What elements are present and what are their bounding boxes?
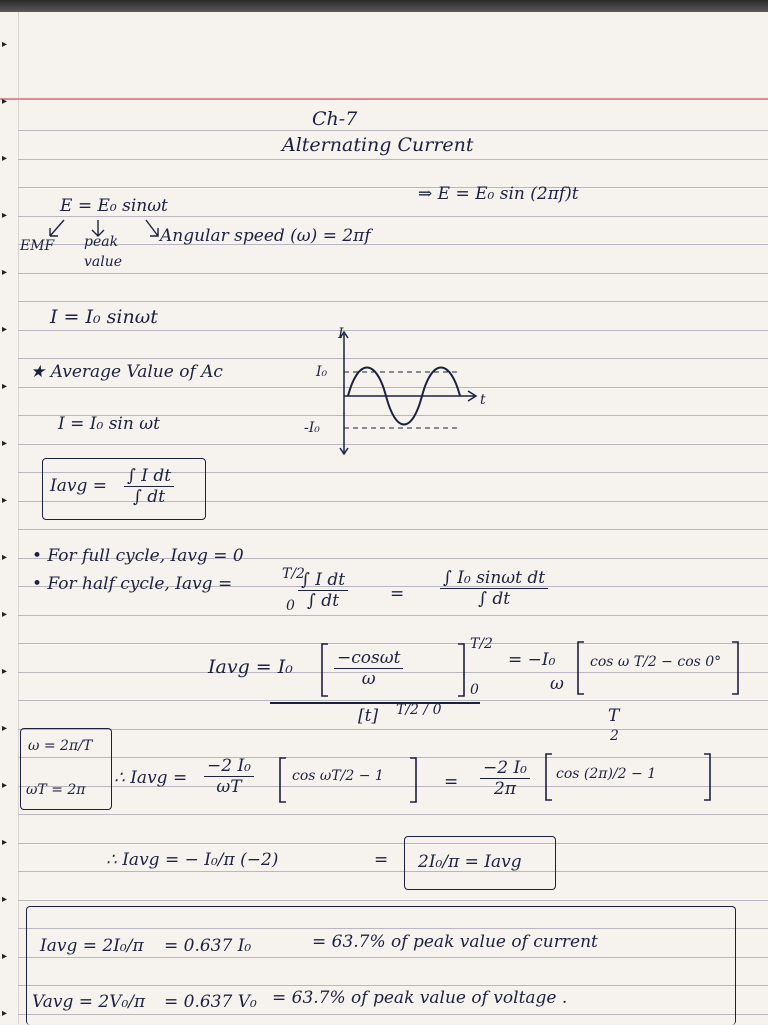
step1-lhs: Iavg = I₀: [208, 656, 293, 678]
half-cycle-rhs-numerator: ∫ I₀ sinωt dt: [440, 568, 548, 589]
iavg-lhs: Iavg =: [50, 476, 107, 496]
ruled-line: [18, 814, 768, 815]
half-limit-bottom: 0: [286, 598, 295, 614]
step1-under-2: 2: [610, 728, 619, 744]
summary-vavg-rhs: = 63.7% of peak value of voltage .: [272, 988, 568, 1008]
ruled-line: [18, 729, 768, 730]
step1-denominator-limits: T/2 / 0: [396, 702, 442, 718]
ruled-line: [18, 301, 768, 302]
binding-mark: ▸: [2, 210, 8, 221]
ruled-line: [18, 244, 768, 245]
graph-peak-label: I₀: [316, 364, 328, 380]
binding-mark: ▸: [2, 381, 8, 392]
binding-mark: ▸: [2, 438, 8, 449]
summary-iavg-lhs: Iavg = 2I₀/π: [40, 936, 144, 956]
full-cycle-line: • For full cycle, Iavg = 0: [32, 546, 244, 566]
binding-mark: ▸: [2, 780, 8, 791]
margin-line: [18, 12, 19, 1024]
ruled-line: [18, 700, 768, 701]
half-limit-top: T/2: [282, 566, 305, 582]
half-cycle-equals: =: [390, 584, 405, 604]
step3-boxed-result: 2I₀/π = Iavg: [418, 852, 522, 872]
step2-coef-num: −2 I₀: [204, 756, 254, 777]
ruled-line: [18, 900, 768, 901]
step2-coefficient: [204, 756, 254, 797]
binding-mark: ▸: [2, 96, 8, 107]
step2-rhs-bracket-text: cos (2π)/2 − 1: [556, 766, 657, 782]
summary-vavg-lhs: Vavg = 2V₀/π: [32, 992, 146, 1012]
step1-bracket-num: −cosωt: [334, 648, 403, 669]
half-cycle-rhs-denominator: ∫ dt: [478, 589, 511, 609]
half-cycle-line: • For half cycle, Iavg =: [32, 574, 233, 594]
step1-bracket-fraction: [334, 648, 403, 689]
ruled-line: [18, 615, 768, 616]
binding-mark: ▸: [2, 837, 8, 848]
binding-mark: ▸: [2, 552, 8, 563]
step2-rhs-den: 2π: [494, 779, 516, 799]
summary-vavg-mid: = 0.637 V₀: [164, 992, 257, 1012]
step2-equals: =: [444, 772, 459, 792]
iavg-denominator: ∫ dt: [133, 487, 166, 507]
binding-mark: ▸: [2, 666, 8, 677]
binding-mark: ▸: [2, 894, 8, 905]
step1-limit-lower: 0: [470, 682, 479, 698]
step1-rhs-denominator: ω: [550, 674, 564, 694]
half-cycle-fraction: [298, 570, 348, 611]
step2-bracket-text: cos ωT/2 − 1: [292, 768, 384, 784]
step2-rhs-num: −2 I₀: [480, 758, 530, 779]
ruled-line: [18, 273, 768, 274]
ruled-line: [18, 159, 768, 160]
summary-iavg-rhs: = 63.7% of peak value of current: [312, 932, 598, 952]
iavg-fraction: [124, 466, 174, 507]
page-title: Alternating Current: [282, 134, 474, 156]
angular-speed: Angular speed (ω) = 2πf: [160, 226, 371, 246]
omega-relation: ω = 2π/T: [28, 738, 93, 754]
step2-therefore: ∴ Iavg =: [114, 768, 188, 788]
iavg-numerator: ∫ I dt: [124, 466, 174, 487]
binding-mark: ▸: [2, 39, 8, 50]
chapter-label: Ch-7: [312, 108, 358, 130]
step3-lhs: ∴ Iavg = − I₀/π (−2): [106, 850, 279, 870]
binding-mark: ▸: [2, 609, 8, 620]
binding-mark: ▸: [2, 723, 8, 734]
step1-limit-upper: T/2: [470, 636, 493, 652]
binding-mark: ▸: [2, 1008, 8, 1019]
current-equation-2: I = I₀ sin ωt: [58, 414, 160, 434]
emf-label: EMF: [20, 238, 55, 254]
red-header-line: [0, 98, 768, 100]
graph-x-label: t: [480, 392, 486, 408]
ruled-line: [18, 187, 768, 188]
step2-rhs-fraction: [480, 758, 530, 799]
graph-y-label: I: [338, 326, 344, 342]
step1-rhs-bracket-text: cos ω T/2 − cos 0°: [590, 654, 722, 670]
half-cycle-denominator: ∫ dt: [307, 591, 340, 611]
step2-coef-den: ωT: [216, 777, 242, 797]
half-cycle-numerator: ∫ I dt: [298, 570, 348, 591]
binding-mark: ▸: [2, 495, 8, 506]
ruled-line: [18, 871, 768, 872]
step1-denominator: [t]: [358, 706, 379, 726]
graph-neg-peak-label: -I₀: [304, 420, 320, 436]
value-label: value: [84, 254, 123, 270]
binding-mark: ▸: [2, 267, 8, 278]
half-cycle-rhs-fraction: [440, 568, 548, 609]
ruled-line: [18, 529, 768, 530]
current-equation: I = I₀ sinωt: [50, 306, 158, 328]
omega-t-relation: ωT = 2π: [26, 782, 86, 798]
binding-mark: ▸: [2, 153, 8, 164]
peak-label: peak: [84, 234, 119, 250]
binding-mark: ▸: [2, 951, 8, 962]
average-value-heading: ★ Average Value of Ac: [30, 362, 223, 382]
step1-fraction-bar: [270, 702, 480, 704]
step3-equals: =: [374, 850, 389, 870]
page-top-edge: [0, 0, 768, 12]
step1-bracket-den: ω: [361, 669, 376, 689]
step1-rhs-lead: = −I₀: [508, 650, 556, 670]
emf-arrows: [36, 216, 176, 242]
binding-mark: ▸: [2, 324, 8, 335]
summary-iavg-mid: = 0.637 I₀: [164, 936, 252, 956]
ruled-line: [18, 843, 768, 844]
emf-equation: E = E₀ sinωt: [60, 196, 168, 216]
ruled-line: [18, 130, 768, 131]
emf-alt-equation: ⇒ E = E₀ sin (2πf)t: [418, 184, 579, 204]
step1-under-t: T: [608, 706, 620, 726]
sine-wave-graph: [300, 328, 500, 458]
